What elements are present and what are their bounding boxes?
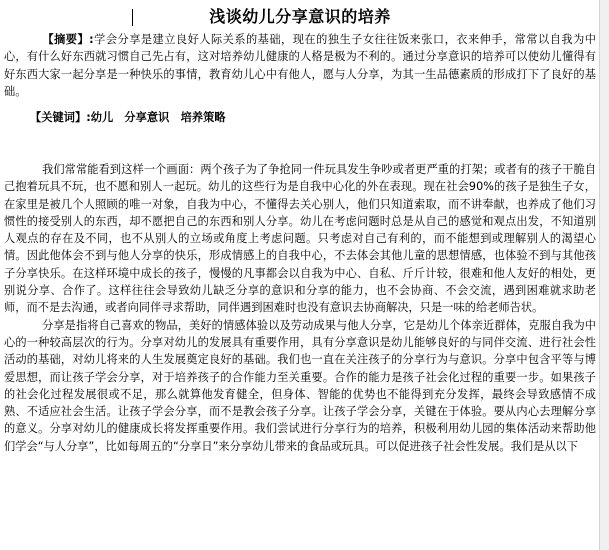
paragraph-text: 我们常常能看到这样一个画面：两个孩子为了争抢同一件玩具发生争吵或者更严重的打架；或者有的孩子干脆自己抱着玩具不玩，也不愿和别人一起玩。幼儿的这些行为是自我中心化的外在表现。现在社会90%的孩子是独生子女，在家里是被几个人照顾的唯一对象，自我为中心，不懂得去关心别人，他们只知道索取，而不讲奉献，也养成了他们习惯性的接受别人的东西，却不愿把自己的东西和别人分享。幼儿在考虑问题时总是从自己的感觉和观点出发，不知道别人观点的存在及不同，也不从别人的立场或角度上考虑问题。只考虑对自己有利的，而不能想到或理解别人的渴望心情。因此他体会不到与他人分享的快乐，形成情感上的自我中心，不去体会其他儿童的思想情感，也体验不到与其他孩子分享快乐。在这样环境中成长的孩子，慢慢的凡事都会以自我为中心、自私、斤斤计较，很难和他人友好的相处，更别说分享、合作了。这样往往会导致幼儿缺乏分享的意识和分享的能力，也不会协商、不会交流，遇到困难就求助老师，而不是去沟通，或者向同伴寻求帮助，同伴遇到困难时也没有意识去协商解决，只是一味的给老师告状。 [4, 163, 596, 315]
keywords-label: 【关键词】: [30, 111, 91, 124]
abstract-text: 学会分享是建立良好人际关系的基础，现在的独生子女往往饭来张口，衣来伸手，常常以自我为中心，有什么好东西就习惯自己先占有，这对培养幼儿健康的人格是极为不利的。通过分享意识的培养可以使幼儿懂得有好东西大家一起分享是一种快乐的事情，教育幼儿心中有他人，愿与人分享，为其一生品德素质的形成打下了良好的基础。 [4, 33, 596, 98]
vertical-scrollbar[interactable] [599, 0, 609, 550]
body-text [4, 161, 596, 455]
keywords-text: 幼儿 分享意识 培养策略 [90, 111, 226, 124]
paragraph-text: 分享是指将自己喜欢的物品，美好的情感体验以及劳动成果与他人分享，它是幼儿个体亲近群体，克服自我为中心的一种较高层次的行为。分享对幼儿的发展具有重要作用，具有分享意识是幼儿能够良好的与同伴交流、进行社会性活动的基础，对幼儿将来的人生发展奠定良好的基础。我们也一直在关注孩子的分享行为与意识。分享中包含平等与博爱思想，而让孩子学会分享，对于培养孩子的合作能力至关重要。合作的能力是孩子社会化过程的重要一步。如果孩子的社会化过程发展很或不足，那么就算他发育健全，但身体、智能的优势也不能得到充分发挥，最终会导致感情不成熟、不适应社会生活。让孩子学会分享，而不是教会孩子分享。让孩子学会分享，关键在于体验。要从内心去理解分享的意义。分享对幼儿的健康成长将发挥重要作用。我们尝试进行分享行为的培养，积极利用幼儿园的集体活动来帮助他们学会“与人分享”，比如每周五的“分享日”来分享幼儿带来的食品或玩具。可以促进孩子社会性发展。我们是从以下 [4, 318, 596, 453]
abstract-label: 【摘要】: [42, 33, 94, 46]
abstract-paragraph [4, 31, 596, 100]
document-title: 浅谈幼儿分享意识的培养 [209, 7, 391, 26]
body-paragraph [4, 161, 596, 317]
body-paragraph [4, 317, 596, 455]
keywords-line [30, 109, 590, 126]
